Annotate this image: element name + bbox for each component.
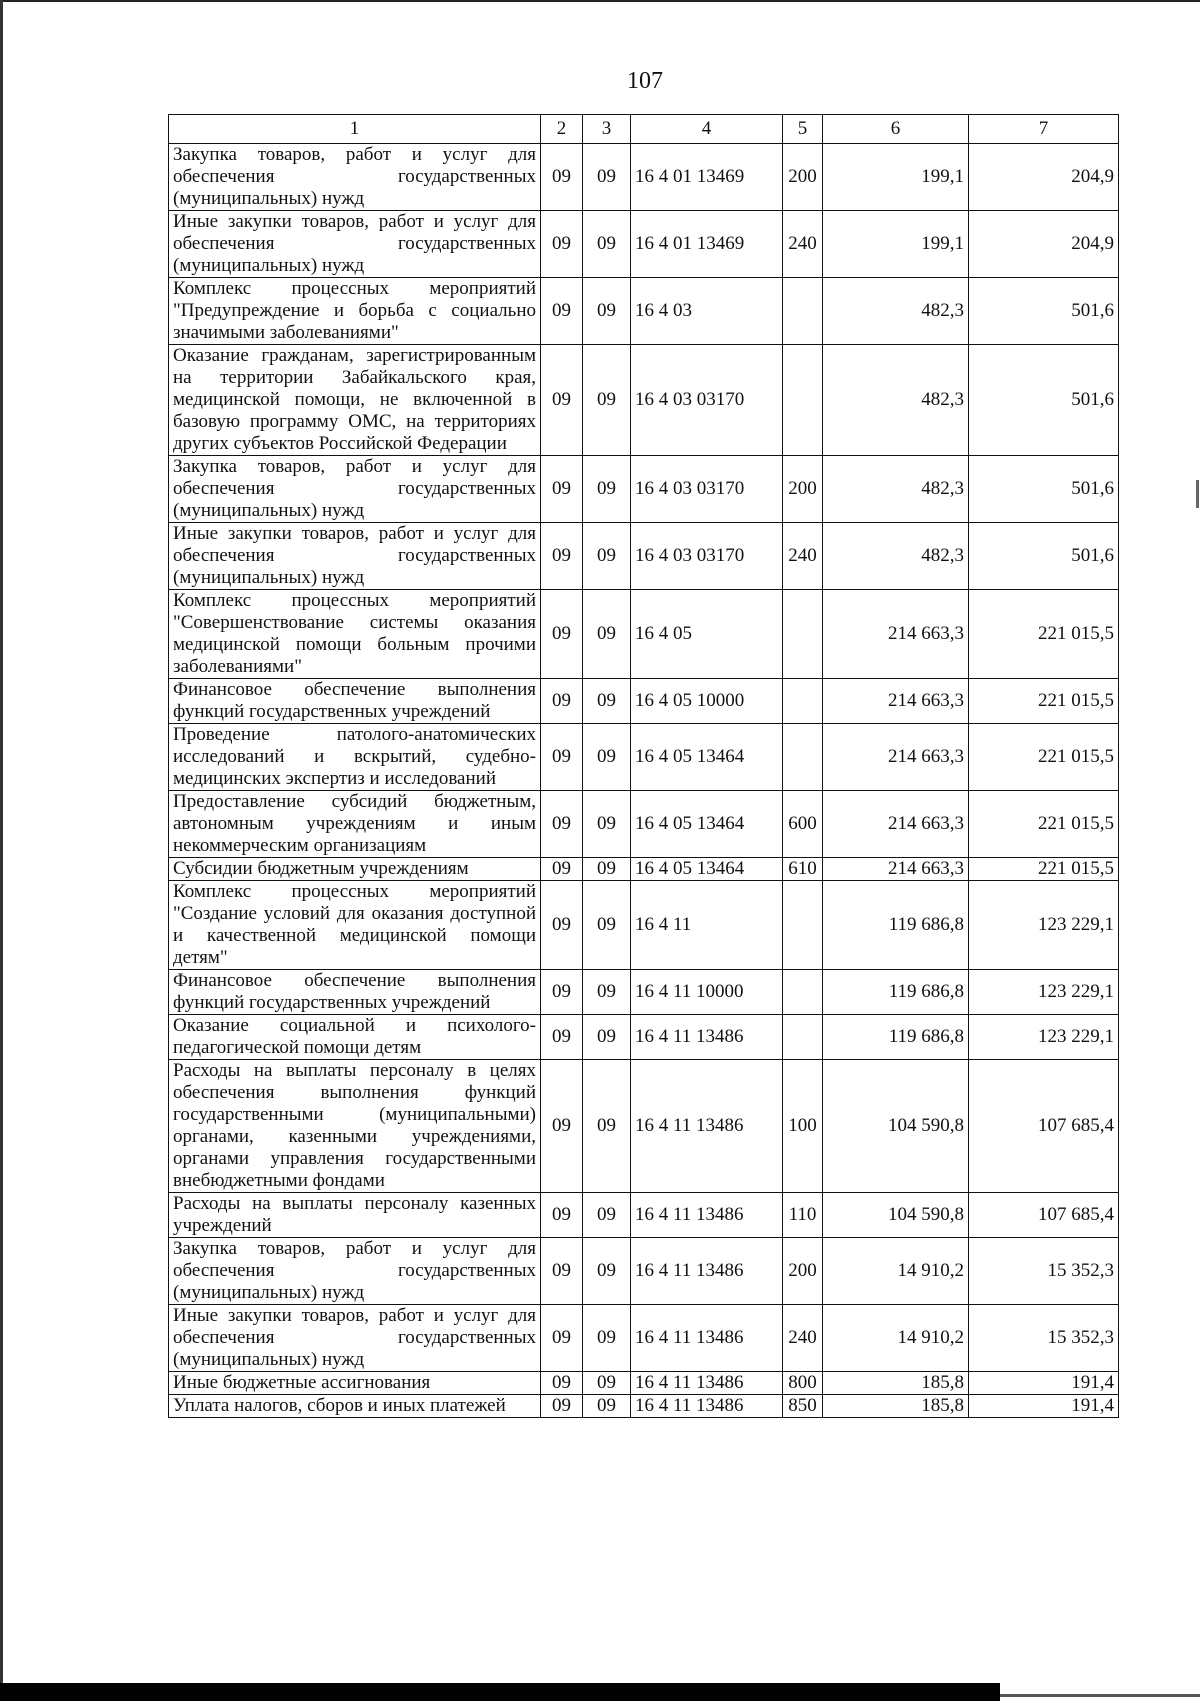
row-amount-year2: 221 015,5 bbox=[969, 724, 1119, 791]
row-amount-year1: 482,3 bbox=[823, 345, 969, 456]
row-amount-year1: 119 686,8 bbox=[823, 881, 969, 970]
row-target-article: 16 4 05 13464 bbox=[631, 858, 783, 881]
scan-edge-bottom bbox=[0, 1683, 1000, 1701]
row-amount-year2: 191,4 bbox=[969, 1372, 1119, 1395]
row-expense-type bbox=[783, 881, 823, 970]
row-subsection-code: 09 bbox=[583, 1015, 631, 1060]
table-row bbox=[169, 791, 1119, 858]
row-amount-year1: 185,8 bbox=[823, 1395, 969, 1418]
row-expense-type: 600 bbox=[783, 791, 823, 858]
row-subsection-code: 09 bbox=[583, 590, 631, 679]
row-description: Оказание гражданам, зарегистрированным на территории Забайкальского края, медицинской помощи, не включенной в базовую программу ОМС, на территориях других субъектов Российской Федерации bbox=[169, 345, 541, 456]
row-description: Финансовое обеспечение выполнения функций государственных учреждений bbox=[169, 970, 541, 1015]
row-subsection-code: 09 bbox=[583, 724, 631, 791]
row-section-code: 09 bbox=[541, 278, 583, 345]
row-subsection-code: 09 bbox=[583, 211, 631, 278]
row-amount-year1: 104 590,8 bbox=[823, 1060, 969, 1193]
row-description: Финансовое обеспечение выполнения функций государственных учреждений bbox=[169, 679, 541, 724]
row-amount-year2: 191,4 bbox=[969, 1395, 1119, 1418]
row-description: Закупка товаров, работ и услуг для обеспечения государственных (муниципальных) нужд bbox=[169, 1238, 541, 1305]
row-description: Комплекс процессных мероприятий "Предупреждение и борьба с социально значимыми заболеваниями" bbox=[169, 278, 541, 345]
scan-edge-top bbox=[0, 0, 1200, 2]
row-subsection-code: 09 bbox=[583, 1060, 631, 1193]
row-amount-year2: 221 015,5 bbox=[969, 679, 1119, 724]
row-target-article: 16 4 11 13486 bbox=[631, 1395, 783, 1418]
row-target-article: 16 4 11 13486 bbox=[631, 1193, 783, 1238]
row-target-article: 16 4 03 03170 bbox=[631, 456, 783, 523]
header-row bbox=[169, 115, 1119, 144]
row-section-code: 09 bbox=[541, 858, 583, 881]
row-target-article: 16 4 11 13486 bbox=[631, 1305, 783, 1372]
row-target-article: 16 4 11 13486 bbox=[631, 1238, 783, 1305]
table-row bbox=[169, 144, 1119, 211]
table-row bbox=[169, 590, 1119, 679]
row-expense-type bbox=[783, 1015, 823, 1060]
header-cell: 3 bbox=[583, 115, 631, 144]
table-row bbox=[169, 1372, 1119, 1395]
row-target-article: 16 4 05 10000 bbox=[631, 679, 783, 724]
row-amount-year1: 104 590,8 bbox=[823, 1193, 969, 1238]
row-target-article: 16 4 05 13464 bbox=[631, 791, 783, 858]
row-section-code: 09 bbox=[541, 456, 583, 523]
row-expense-type: 200 bbox=[783, 456, 823, 523]
row-amount-year2: 123 229,1 bbox=[969, 881, 1119, 970]
row-amount-year1: 14 910,2 bbox=[823, 1238, 969, 1305]
row-section-code: 09 bbox=[541, 1060, 583, 1193]
row-subsection-code: 09 bbox=[583, 345, 631, 456]
scan-edge-left bbox=[0, 0, 3, 1701]
row-expense-type bbox=[783, 724, 823, 791]
row-description: Иные закупки товаров, работ и услуг для обеспечения государственных (муниципальных) нужд bbox=[169, 523, 541, 590]
row-target-article: 16 4 05 13464 bbox=[631, 724, 783, 791]
row-amount-year2: 15 352,3 bbox=[969, 1305, 1119, 1372]
table-row bbox=[169, 881, 1119, 970]
row-section-code: 09 bbox=[541, 724, 583, 791]
row-amount-year2: 501,6 bbox=[969, 278, 1119, 345]
row-target-article: 16 4 11 13486 bbox=[631, 1015, 783, 1060]
row-target-article: 16 4 03 bbox=[631, 278, 783, 345]
scan-mark bbox=[1196, 480, 1199, 508]
row-expense-type bbox=[783, 345, 823, 456]
row-amount-year2: 204,9 bbox=[969, 211, 1119, 278]
row-amount-year2: 501,6 bbox=[969, 456, 1119, 523]
row-subsection-code: 09 bbox=[583, 858, 631, 881]
row-section-code: 09 bbox=[541, 791, 583, 858]
row-amount-year1: 199,1 bbox=[823, 144, 969, 211]
row-amount-year2: 501,6 bbox=[969, 523, 1119, 590]
row-section-code: 09 bbox=[541, 1193, 583, 1238]
row-description: Иные бюджетные ассигнования bbox=[169, 1372, 541, 1395]
table-row bbox=[169, 345, 1119, 456]
row-subsection-code: 09 bbox=[583, 1372, 631, 1395]
scan-edge-bottom-thin bbox=[1000, 1694, 1200, 1697]
row-expense-type: 240 bbox=[783, 1305, 823, 1372]
row-amount-year2: 123 229,1 bbox=[969, 970, 1119, 1015]
row-amount-year1: 482,3 bbox=[823, 456, 969, 523]
table-row bbox=[169, 1060, 1119, 1193]
row-subsection-code: 09 bbox=[583, 456, 631, 523]
row-section-code: 09 bbox=[541, 1395, 583, 1418]
row-amount-year2: 501,6 bbox=[969, 345, 1119, 456]
row-expense-type: 200 bbox=[783, 144, 823, 211]
row-description: Оказание социальной и психолого-педагогической помощи детям bbox=[169, 1015, 541, 1060]
row-expense-type bbox=[783, 278, 823, 345]
row-amount-year1: 14 910,2 bbox=[823, 1305, 969, 1372]
row-amount-year2: 221 015,5 bbox=[969, 858, 1119, 881]
row-expense-type: 110 bbox=[783, 1193, 823, 1238]
table-row bbox=[169, 1193, 1119, 1238]
header-cell: 7 bbox=[969, 115, 1119, 144]
row-expense-type bbox=[783, 679, 823, 724]
row-target-article: 16 4 11 10000 bbox=[631, 970, 783, 1015]
row-subsection-code: 09 bbox=[583, 1305, 631, 1372]
row-section-code: 09 bbox=[541, 1238, 583, 1305]
row-subsection-code: 09 bbox=[583, 791, 631, 858]
row-section-code: 09 bbox=[541, 144, 583, 211]
row-description: Закупка товаров, работ и услуг для обеспечения государственных (муниципальных) нужд bbox=[169, 144, 541, 211]
row-amount-year2: 221 015,5 bbox=[969, 791, 1119, 858]
table-row bbox=[169, 970, 1119, 1015]
row-subsection-code: 09 bbox=[583, 1238, 631, 1305]
row-amount-year2: 107 685,4 bbox=[969, 1060, 1119, 1193]
row-subsection-code: 09 bbox=[583, 1395, 631, 1418]
row-amount-year1: 214 663,3 bbox=[823, 858, 969, 881]
row-amount-year2: 15 352,3 bbox=[969, 1238, 1119, 1305]
row-description: Комплекс процессных мероприятий "Совершенствование системы оказания медицинской помощи больным прочими заболеваниями" bbox=[169, 590, 541, 679]
row-target-article: 16 4 01 13469 bbox=[631, 144, 783, 211]
row-amount-year1: 214 663,3 bbox=[823, 679, 969, 724]
table-row bbox=[169, 1015, 1119, 1060]
header-cell: 5 bbox=[783, 115, 823, 144]
table-row bbox=[169, 858, 1119, 881]
row-subsection-code: 09 bbox=[583, 679, 631, 724]
row-amount-year2: 123 229,1 bbox=[969, 1015, 1119, 1060]
row-description: Иные закупки товаров, работ и услуг для обеспечения государственных (муниципальных) нужд bbox=[169, 1305, 541, 1372]
row-amount-year2: 107 685,4 bbox=[969, 1193, 1119, 1238]
row-amount-year2: 221 015,5 bbox=[969, 590, 1119, 679]
row-expense-type bbox=[783, 970, 823, 1015]
row-target-article: 16 4 03 03170 bbox=[631, 523, 783, 590]
row-amount-year1: 119 686,8 bbox=[823, 970, 969, 1015]
page-number: 107 bbox=[627, 68, 663, 94]
row-section-code: 09 bbox=[541, 1372, 583, 1395]
row-section-code: 09 bbox=[541, 881, 583, 970]
row-target-article: 16 4 11 bbox=[631, 881, 783, 970]
row-section-code: 09 bbox=[541, 1305, 583, 1372]
row-subsection-code: 09 bbox=[583, 523, 631, 590]
row-amount-year1: 482,3 bbox=[823, 523, 969, 590]
table-row bbox=[169, 523, 1119, 590]
row-amount-year1: 214 663,3 bbox=[823, 724, 969, 791]
row-section-code: 09 bbox=[541, 590, 583, 679]
row-section-code: 09 bbox=[541, 211, 583, 278]
row-description: Комплекс процессных мероприятий "Создание условий для оказания доступной и качественной медицинской помощи детям" bbox=[169, 881, 541, 970]
row-section-code: 09 bbox=[541, 1015, 583, 1060]
row-target-article: 16 4 11 13486 bbox=[631, 1372, 783, 1395]
row-description: Иные закупки товаров, работ и услуг для обеспечения государственных (муниципальных) нужд bbox=[169, 211, 541, 278]
row-subsection-code: 09 bbox=[583, 144, 631, 211]
row-description: Закупка товаров, работ и услуг для обеспечения государственных (муниципальных) нужд bbox=[169, 456, 541, 523]
table-row bbox=[169, 211, 1119, 278]
row-expense-type: 100 bbox=[783, 1060, 823, 1193]
row-expense-type: 240 bbox=[783, 523, 823, 590]
row-description: Расходы на выплаты персоналу казенных учреждений bbox=[169, 1193, 541, 1238]
row-description: Расходы на выплаты персоналу в целях обеспечения выполнения функций государственными (муниципальными) органами, казенными учреждениями, органами управления государственными внебюджетными фондами bbox=[169, 1060, 541, 1193]
row-subsection-code: 09 bbox=[583, 970, 631, 1015]
row-amount-year2: 204,9 bbox=[969, 144, 1119, 211]
row-amount-year1: 214 663,3 bbox=[823, 791, 969, 858]
row-amount-year1: 185,8 bbox=[823, 1372, 969, 1395]
table-row bbox=[169, 1238, 1119, 1305]
row-expense-type bbox=[783, 590, 823, 679]
header-cell: 4 bbox=[631, 115, 783, 144]
header-cell: 2 bbox=[541, 115, 583, 144]
row-subsection-code: 09 bbox=[583, 1193, 631, 1238]
table-row bbox=[169, 1395, 1119, 1418]
row-target-article: 16 4 01 13469 bbox=[631, 211, 783, 278]
row-description: Предоставление субсидий бюджетным, автономным учреждениям и иным некоммерческим организациям bbox=[169, 791, 541, 858]
row-amount-year1: 199,1 bbox=[823, 211, 969, 278]
row-expense-type: 240 bbox=[783, 211, 823, 278]
row-section-code: 09 bbox=[541, 679, 583, 724]
budget-table bbox=[168, 114, 1119, 1418]
table-row bbox=[169, 724, 1119, 791]
row-expense-type: 850 bbox=[783, 1395, 823, 1418]
row-target-article: 16 4 11 13486 bbox=[631, 1060, 783, 1193]
row-expense-type: 800 bbox=[783, 1372, 823, 1395]
table-row bbox=[169, 278, 1119, 345]
row-section-code: 09 bbox=[541, 523, 583, 590]
row-target-article: 16 4 05 bbox=[631, 590, 783, 679]
row-subsection-code: 09 bbox=[583, 278, 631, 345]
row-amount-year1: 482,3 bbox=[823, 278, 969, 345]
header-cell: 6 bbox=[823, 115, 969, 144]
row-description: Проведение патолого-анатомических исследований и вскрытий, судебно-медицинских экспертиз и исследований bbox=[169, 724, 541, 791]
header-cell: 1 bbox=[169, 115, 541, 144]
row-amount-year1: 119 686,8 bbox=[823, 1015, 969, 1060]
row-subsection-code: 09 bbox=[583, 881, 631, 970]
row-target-article: 16 4 03 03170 bbox=[631, 345, 783, 456]
row-amount-year1: 214 663,3 bbox=[823, 590, 969, 679]
row-description: Уплата налогов, сборов и иных платежей bbox=[169, 1395, 541, 1418]
row-expense-type: 200 bbox=[783, 1238, 823, 1305]
row-description: Субсидии бюджетным учреждениям bbox=[169, 858, 541, 881]
row-section-code: 09 bbox=[541, 970, 583, 1015]
table-row bbox=[169, 456, 1119, 523]
table-row bbox=[169, 679, 1119, 724]
row-expense-type: 610 bbox=[783, 858, 823, 881]
row-section-code: 09 bbox=[541, 345, 583, 456]
table-row bbox=[169, 1305, 1119, 1372]
